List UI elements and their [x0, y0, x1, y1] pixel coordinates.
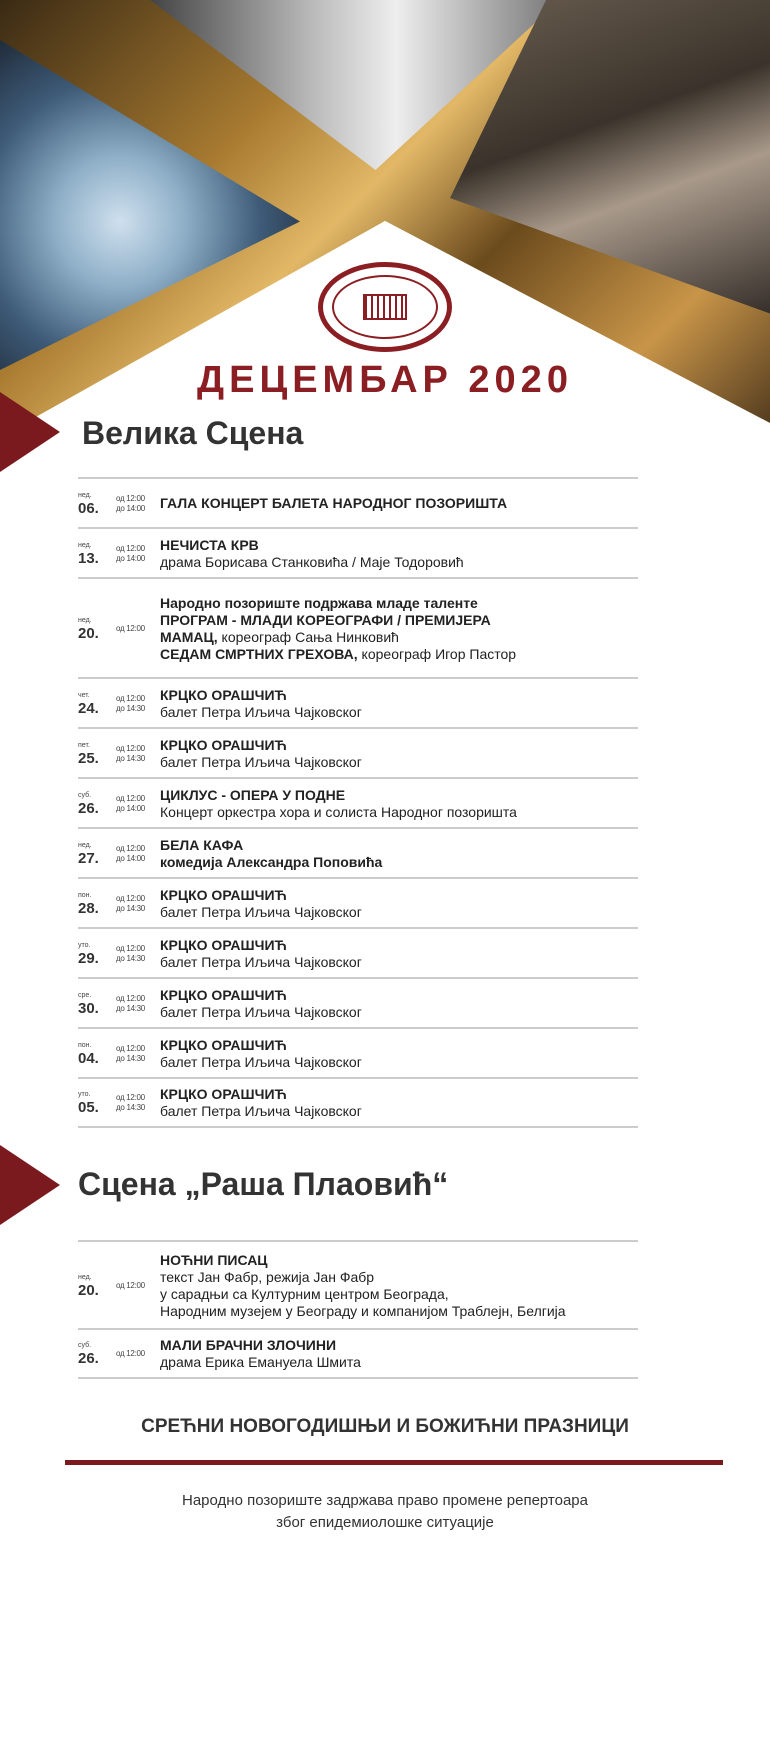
event-title: НОЋНИ ПИСАЦ — [160, 1251, 268, 1268]
event-description — [160, 1086, 638, 1120]
day-number: 24. — [78, 699, 99, 717]
event-title: КРЦКО ОРАШЧИЋ — [160, 886, 287, 903]
event-description — [160, 736, 638, 771]
date — [78, 886, 116, 921]
rasa-plaovic-schedule — [78, 1240, 638, 1379]
end-time: до 14:30 — [116, 1003, 145, 1013]
date — [78, 1036, 116, 1071]
event-description — [160, 1337, 638, 1371]
end-time: до 14:30 — [116, 703, 145, 713]
date — [78, 1337, 116, 1371]
date — [78, 686, 116, 721]
event-title: КРЦКО ОРАШЧИЋ — [160, 1036, 287, 1053]
note-line: због епидемиолошке ситуације — [276, 1514, 494, 1531]
event-description — [160, 836, 638, 871]
date — [78, 486, 116, 521]
day-number: 20. — [78, 1281, 99, 1299]
start-time: од 12:00 — [116, 993, 145, 1003]
event-detail: драма Ерика Емануела Шмита — [160, 1354, 361, 1370]
day-number: 26. — [78, 1350, 99, 1367]
repertoire-note — [0, 1490, 770, 1534]
end-time: до 14:00 — [116, 803, 145, 813]
time-range — [116, 736, 160, 771]
time-range — [116, 986, 160, 1021]
start-time: од 12:00 — [116, 893, 145, 903]
time-range — [116, 936, 160, 971]
day-number: 27. — [78, 849, 99, 867]
day-of-week: нед. — [78, 541, 92, 549]
event-description — [160, 1036, 638, 1071]
event-detail: текст Јан Фабр, режија Јан Фабр — [160, 1268, 375, 1285]
time-range — [116, 586, 160, 671]
day-number: 20. — [78, 624, 99, 642]
start-time: од 12:00 — [116, 793, 145, 803]
event-title: ПРОГРАМ - МЛАДИ КОРЕОГРАФИ / ПРЕМИЈЕРА — [160, 611, 491, 628]
date — [78, 1249, 116, 1322]
date — [78, 936, 116, 971]
schedule-row — [78, 727, 638, 777]
event-title: КРЦКО ОРАШЧИЋ — [160, 986, 287, 1003]
time-range — [116, 1249, 160, 1322]
event-title: КРЦКО ОРАШЧИЋ — [160, 686, 287, 703]
event-description — [160, 686, 638, 721]
time-range — [116, 886, 160, 921]
event-title: МАЛИ БРАЧНИ ЗЛОЧИНИ — [160, 1337, 337, 1353]
time-range — [116, 1036, 160, 1071]
event-description — [160, 786, 638, 821]
day-of-week: уто. — [78, 1091, 91, 1098]
date — [78, 836, 116, 871]
day-of-week: нед. — [78, 491, 92, 499]
schedule-row — [78, 1240, 638, 1328]
day-of-week: суб. — [78, 1342, 92, 1349]
event-description — [160, 1249, 638, 1322]
end-time: до 14:30 — [116, 1103, 145, 1112]
time-range — [116, 486, 160, 521]
event-title: КРЦКО ОРАШЧИЋ — [160, 736, 287, 753]
event-detail: балет Петра Иљича Чајковског — [160, 953, 362, 970]
start-time: од 12:00 — [116, 623, 145, 633]
day-number: 28. — [78, 899, 99, 917]
building-icon — [363, 294, 407, 320]
schedule-row — [78, 1328, 638, 1379]
event-detail: МАМАЦ, кореограф Сања Нинковић — [160, 628, 399, 645]
event-detail: Народним музејем у Београду и компанијом Траблејн, Белгија — [160, 1302, 566, 1319]
event-title: ЦИКЛУС - ОПЕРА У ПОДНЕ — [160, 786, 346, 803]
schedule-row — [78, 677, 638, 727]
schedule-row — [78, 927, 638, 977]
time-range — [116, 1337, 160, 1371]
start-time: од 12:00 — [116, 843, 145, 853]
event-detail: балет Петра Иљича Чајковског — [160, 1053, 362, 1070]
event-title: КРЦКО ОРАШЧИЋ — [160, 936, 287, 953]
event-detail: драма Борисава Станковића / Маје Тодоровић — [160, 553, 464, 570]
day-of-week: сре. — [78, 991, 92, 999]
day-of-week: суб. — [78, 791, 92, 799]
event-description — [160, 586, 638, 671]
event-title: ГАЛА КОНЦЕРТ БАЛЕТА НАРОДНОГ ПОЗОРИШТА — [160, 495, 508, 511]
schedule-row — [78, 577, 638, 677]
work-title: МАМАЦ, — [160, 628, 218, 645]
time-range — [116, 836, 160, 871]
end-time: до 14:30 — [116, 903, 145, 913]
day-of-week: пон. — [78, 891, 92, 899]
day-of-week: чет. — [78, 691, 90, 699]
schedule-row — [78, 527, 638, 577]
event-title: КРЦКО ОРАШЧИЋ — [160, 1086, 287, 1102]
event-detail: балет Петра Иљича Чајковског — [160, 753, 362, 770]
section-title-rasa-plaovic-stage: Сцена „Раша Плаовић“ — [78, 1166, 449, 1202]
time-range — [116, 686, 160, 721]
day-of-week: нед. — [78, 1273, 92, 1281]
end-time: до 14:00 — [116, 503, 145, 513]
day-of-week: пет. — [78, 741, 90, 749]
event-detail: у сарадњи са Културним центром Београда, — [160, 1285, 449, 1302]
event-detail: балет Петра Иљича Чајковског — [160, 1003, 362, 1020]
day-of-week: нед. — [78, 616, 92, 624]
start-time: од 12:00 — [116, 1093, 145, 1102]
day-number: 30. — [78, 999, 99, 1017]
date — [78, 1086, 116, 1120]
date — [78, 586, 116, 671]
day-number: 26. — [78, 799, 99, 817]
theatre-seal-logo — [318, 262, 452, 352]
schedule-row — [78, 777, 638, 827]
time-range — [116, 786, 160, 821]
day-of-week: нед. — [78, 841, 92, 849]
date — [78, 786, 116, 821]
day-number: 25. — [78, 749, 99, 767]
work-title: СЕДАМ СМРТНИХ ГРЕХОВА, — [160, 645, 358, 662]
note-line: Народно позориште задржава право промене репертоара — [182, 1492, 588, 1509]
time-range — [116, 536, 160, 571]
main-stage-schedule — [78, 477, 638, 1128]
event-detail: комедија Александра Поповића — [160, 853, 383, 870]
event-detail: Концерт оркестра хора и солиста Народног позоришта — [160, 803, 517, 820]
start-time: од 12:00 — [116, 693, 145, 703]
event-description — [160, 886, 638, 921]
end-time: до 14:30 — [116, 1053, 145, 1063]
event-detail: СЕДАМ СМРТНИХ ГРЕХОВА, кореограф Игор Пастор — [160, 645, 517, 662]
day-number: 13. — [78, 549, 99, 567]
schedule-row — [78, 1027, 638, 1077]
divider — [65, 1460, 723, 1465]
day-number: 29. — [78, 949, 99, 967]
day-of-week: уто. — [78, 941, 91, 949]
event-title: БЕЛА КАФА — [160, 836, 244, 853]
start-time: од 12:00 — [116, 1349, 145, 1358]
start-time: од 12:00 — [116, 493, 145, 503]
event-detail: балет Петра Иљича Чајковског — [160, 703, 362, 720]
event-detail: балет Петра Иљича Чајковског — [160, 903, 362, 920]
month-title: ДЕЦЕМБАР 2020 — [197, 359, 573, 401]
date — [78, 986, 116, 1021]
event-title: Народно позориште подржава младе таленте — [160, 594, 478, 611]
event-title: НЕЧИСТА КРВ — [160, 536, 259, 553]
schedule-row — [78, 977, 638, 1027]
event-detail: балет Петра Иљича Чајковског — [160, 1103, 362, 1119]
day-number: 05. — [78, 1099, 99, 1116]
day-number: 04. — [78, 1049, 99, 1067]
start-time: од 12:00 — [116, 1043, 145, 1053]
event-description — [160, 486, 638, 521]
date — [78, 536, 116, 571]
start-time: од 12:00 — [116, 943, 145, 953]
day-of-week: пон. — [78, 1041, 92, 1049]
time-range — [116, 1086, 160, 1120]
schedule-row — [78, 477, 638, 527]
end-time: до 14:00 — [116, 853, 145, 863]
start-time: од 12:00 — [116, 543, 145, 553]
day-number: 06. — [78, 499, 99, 517]
start-time: од 12:00 — [116, 743, 145, 753]
schedule-row — [78, 1077, 638, 1128]
end-time: до 14:00 — [116, 553, 145, 563]
end-time: до 14:30 — [116, 753, 145, 763]
schedule-row — [78, 827, 638, 877]
end-time: до 14:30 — [116, 953, 145, 963]
section-title-main-stage: Велика Сцена — [82, 415, 304, 451]
start-time: од 12:00 — [116, 1280, 145, 1290]
event-description — [160, 986, 638, 1021]
date — [78, 736, 116, 771]
schedule-row — [78, 877, 638, 927]
red-triangle-marker — [0, 1145, 60, 1225]
holiday-greeting: СРЕЋНИ НОВОГОДИШЊИ И БОЖИЋНИ ПРАЗНИЦИ — [141, 1416, 629, 1437]
event-description — [160, 536, 638, 571]
event-description — [160, 936, 638, 971]
